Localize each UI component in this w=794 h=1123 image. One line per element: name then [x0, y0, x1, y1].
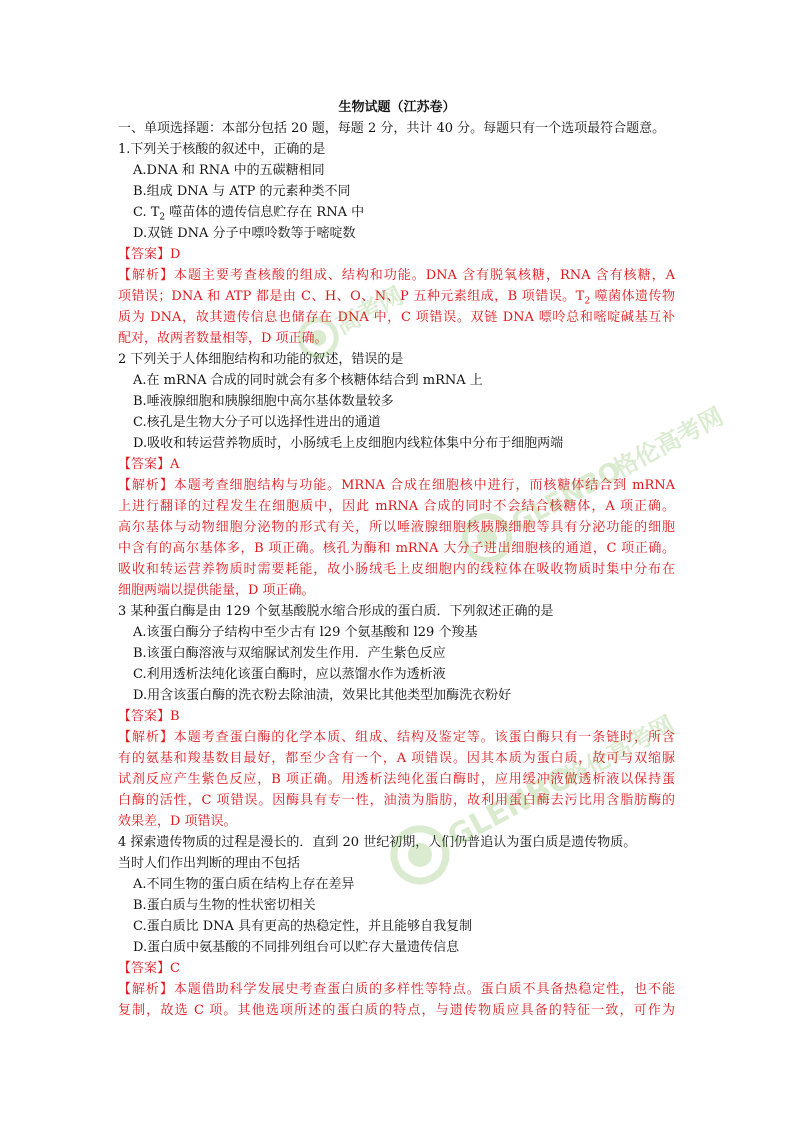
- q1-option-d: D.双链 DNA 分子中嘌呤数等于嘧啶数: [133, 226, 356, 241]
- q3-explanation-line: 试剂反应产生紫色反应，B 项正确。用透析法纯化蛋白酶时，应用缓冲液做透析液以保持蛋: [118, 772, 675, 787]
- q1-exp2-sub: 2: [584, 296, 591, 307]
- q2-explanation-line: 【解析】本题考查细胞结构与功能。MRNA 合成在细胞核中进行，而核糖体结合到 mRNA: [118, 478, 675, 493]
- q3-explanation-line: 效果差，D 项错误。: [118, 814, 237, 829]
- q3-stem: 3 某种蛋白酶是由 129 个氨基酸脱水缩合形成的蛋白质．下列叙述正确的是: [118, 604, 554, 619]
- q3-option-d: D.用含该蛋白酶的洗衣粉去除油渍，效果比其他类型加酶洗衣粉好: [133, 688, 512, 703]
- q2-option-a: A.在 mRNA 合成的同时就会有多个核糖体结合到 mRNA 上: [133, 373, 483, 388]
- q4-explanation-line: 【解析】本题借助科学发展史考查蛋白质的多样性等特点。蛋白质不具备热稳定性，也不能: [118, 982, 675, 997]
- q3-answer: 【答案】B: [118, 709, 180, 724]
- q1-exp2-post: 噬菌体遗传物: [590, 289, 675, 304]
- q2-option-c: C.核孔是生物大分子可以选择性进出的通道: [133, 415, 381, 430]
- q2-explanation-line: 上进行翻译的过程发生在细胞质中，因此 mRNA 合成的同时不会结合核糖体，A 项正确。: [118, 499, 675, 514]
- q1-stem: 1.下列关于核酸的叙述中，正确的是: [118, 142, 326, 157]
- q3-explanation-line: 【解析】本题考查蛋白酶的化学本质、组成、结构及鉴定等。该蛋白酶只有一条链时，所含: [118, 730, 675, 745]
- q2-option-d: D.吸收和转运营养物质时，小肠绒毛上皮细胞内线粒体集中分布于细胞两端: [133, 436, 564, 451]
- q1-option-c-post: 噬苗体的遗传信息贮存在 RNA 中: [165, 205, 365, 220]
- q4-explanation-line: 复制，故选 C 项。其他选项所述的蛋白质的特点，与遗传物质应具备的特征一致，可作为: [118, 1003, 675, 1018]
- q2-explanation-line: 中含有的高尔基体多，B 项正确。核孔为酶和 mRNA 大分子进出细胞核的通道，C 项正确。: [118, 541, 675, 556]
- q1-explanation-line: 配对，故两者数量相等，D 项正确。: [118, 331, 328, 346]
- svg-text:GLENBO: GLENBO: [506, 455, 627, 539]
- q3-option-b: B.该蛋白酶溶液与双缩脲试剂发生作用．产生紫色反应: [133, 646, 446, 661]
- q2-explanation-line: 细胞两端以提供能量，D 项正确。: [118, 583, 315, 598]
- q3-option-a: A.该蛋白酶分子结构中至少古有 l29 个氨基酸和 l29 个羧基: [133, 625, 478, 640]
- section-heading: 一、单项选择题：本部分包括 20 题，每题 2 分，共计 40 分。每题只有一个选项最符合题意。: [118, 121, 666, 136]
- svg-text:高考网: 高考网: [331, 281, 408, 340]
- page-title: 生物试题（江苏卷）: [338, 100, 456, 115]
- q3-option-c: C.利用透析法纯化该蛋白酶时，应以蒸馏水作为透析液: [133, 667, 446, 682]
- q1-option-c: [133, 202, 364, 223]
- q1-option-b: B.组成 DNA 与 ATP 的元素种类不同: [133, 184, 351, 199]
- q4-answer: 【答案】C: [118, 961, 180, 976]
- q1-option-c-sub: 2: [159, 212, 166, 223]
- q4-stem: 当时人们作出判断的理由不包括: [118, 856, 301, 871]
- q2-explanation-line: 吸收和转运营养物质时需要耗能，故小肠绒毛上皮细胞内的线粒体在吸收物质时集中分布在: [118, 562, 675, 577]
- svg-text:GLENBO: GLENBO: [441, 759, 580, 855]
- q4-stem: 4 探索遗传物质的过程是漫长的．直到 20 世纪初期，人们仍普追认为蛋白质是遗传物质。: [118, 835, 637, 850]
- q4-option-a: A.不同生物的蛋白质在结构上存在差异: [133, 877, 355, 892]
- q3-explanation-line: 有的氨基和羧基数目最好，都至少含有一个，A 项错误。因其本质为蛋白质，故可与双缩脲: [118, 751, 675, 766]
- svg-text:格伦高考网: 格伦高考网: [559, 710, 680, 792]
- q2-option-b: B.唾液腺细胞和胰腺细胞中高尔基体数量较多: [133, 394, 394, 409]
- svg-text:格伦高考网: 格伦高考网: [608, 402, 729, 484]
- q1-option-a: A.DNA 和 RNA 中的五碳糖相同: [133, 163, 325, 178]
- q4-option-c: C.蛋白质比 DNA 具有更高的热稳定性，并且能够自我复制: [133, 919, 473, 934]
- q2-explanation-line: 高尔基体与动物细胞分泌物的形式有关，所以唾液腺细胞核胰腺细胞等具有分泌功能的细胞: [118, 520, 675, 535]
- q1-exp2-pre: 项错误；DNA 和 ATP 都是由 C、H、O、N、P 五种元素组成，B 项错误。T: [118, 289, 585, 304]
- q2-answer: 【答案】A: [118, 457, 180, 472]
- q4-option-d: D.蛋白质中氨基酸的不同排列组台可以贮存大量遗传信息: [133, 940, 460, 955]
- q1-explanation-line: 【解析】本题主要考查核酸的组成、结构和功能。DNA 含有脱氧核糖，RNA 含有核糖，A: [118, 268, 675, 283]
- q2-stem: 2 下列关于人体细胞结构和功能的叙述，错误的是: [118, 352, 404, 367]
- q4-option-b: B.蛋白质与生物的性状密切相关: [133, 898, 316, 913]
- q1-explanation-line: [118, 286, 675, 307]
- q1-option-c-pre: C. T: [133, 205, 160, 220]
- q1-answer: 【答案】D: [118, 247, 181, 262]
- q3-explanation-line: 白酶的活性，C 项错误。因酶具有专一性，油渍为脂肪，故利用蛋白酶去污比用含脂肪酶的: [118, 793, 675, 808]
- q1-explanation-line: 质为 DNA，故其遗传信息也储存在 DNA 中，C 项错误。双链 DNA 嘌呤总和嘧啶碱基互补: [118, 310, 675, 325]
